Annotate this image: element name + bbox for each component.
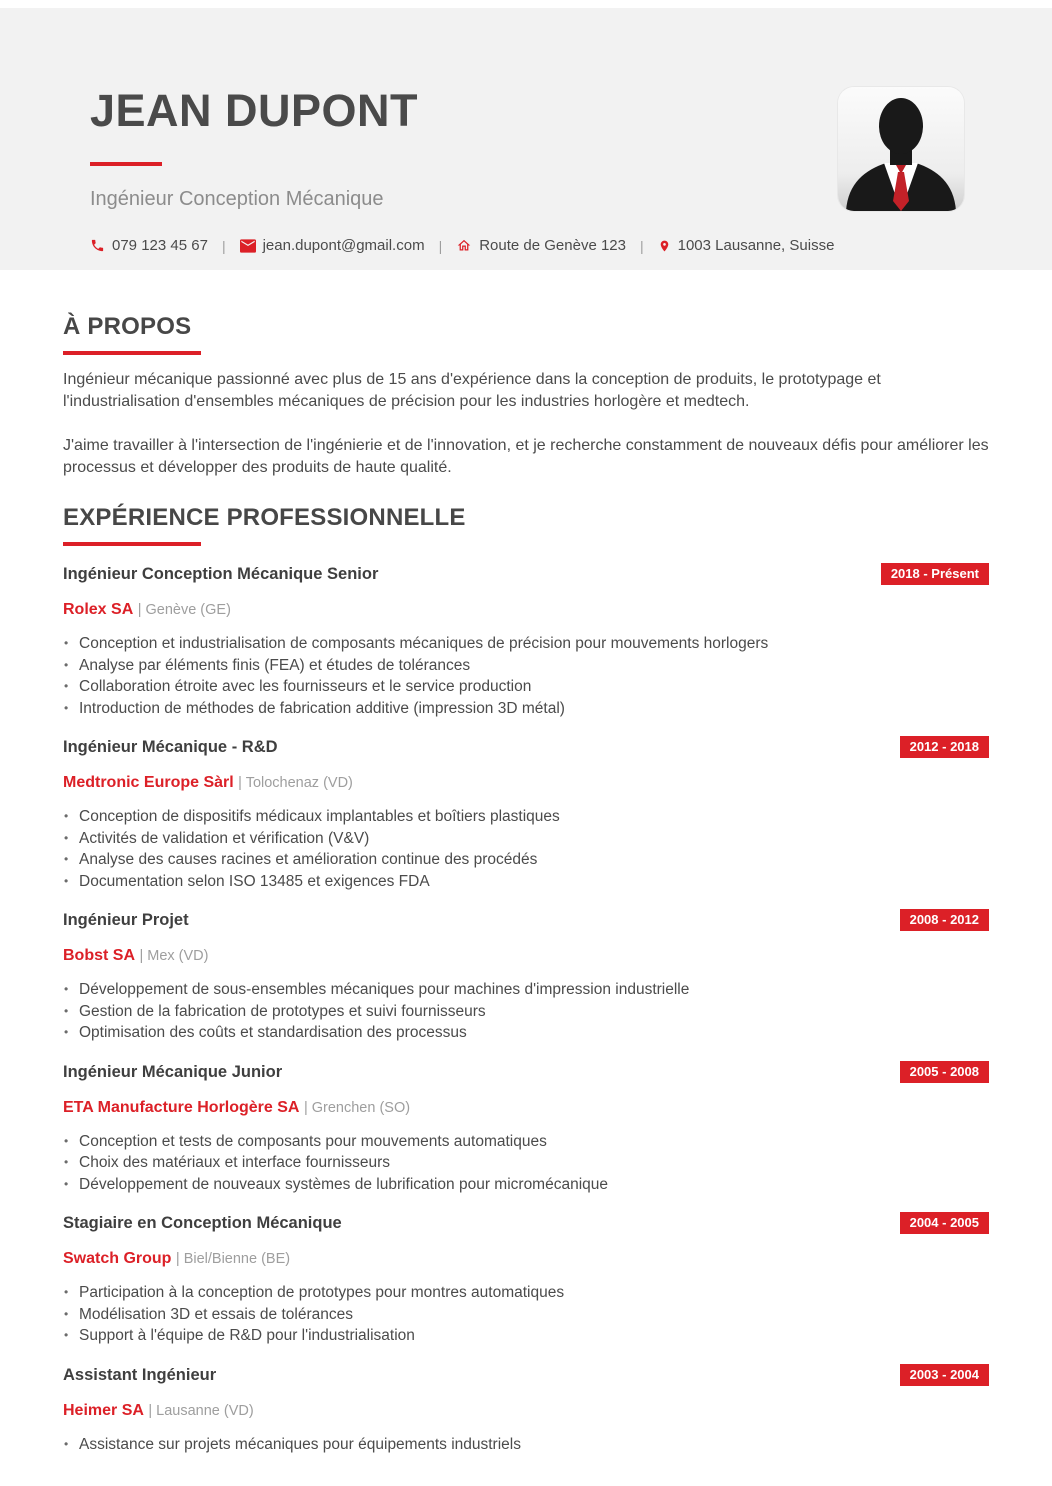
company-name: Heimer SA	[63, 1401, 144, 1419]
job-period-badge: 2003 - 2004	[900, 1364, 989, 1386]
job-period-badge: 2004 - 2005	[900, 1212, 989, 1234]
bullet-item: • Documentation selon ISO 13485 et exigences FDA	[63, 871, 989, 893]
company-name: Swatch Group	[63, 1250, 172, 1267]
job-title: Ingénieur Mécanique Junior	[63, 1062, 283, 1081]
bullet-item: • Développement de sous-ensembles mécaniques pour machines d'impression industrielle	[63, 979, 989, 1001]
candidate-job-title: Ingénieur Conception Mécanique	[90, 188, 384, 210]
job-bullets	[63, 1434, 989, 1456]
bullet-item: • Modélisation 3D et essais de tolérances	[63, 1304, 989, 1326]
company-line	[63, 1249, 989, 1269]
job-header	[63, 1061, 989, 1083]
job-period-badge: 2018 - Présent	[881, 563, 989, 585]
job-header	[63, 736, 989, 758]
contact-separator: |	[639, 237, 644, 254]
job-entry	[63, 909, 989, 1044]
job-entry	[63, 1212, 989, 1347]
bullet-item: • Optimisation des coûts et standardisation des processus	[63, 1022, 989, 1044]
job-bullets	[63, 1131, 989, 1196]
job-header	[63, 909, 989, 931]
job-entry	[63, 563, 989, 719]
avatar	[838, 87, 964, 211]
job-title: Ingénieur Projet	[63, 911, 189, 929]
experience-section	[63, 504, 989, 1455]
company-line	[63, 1098, 989, 1118]
bullet-item: • Participation à la conception de prototypes pour montres automatiques	[63, 1282, 989, 1304]
about-text	[63, 369, 989, 479]
company-name: Medtronic Europe Sàrl	[63, 774, 234, 791]
job-bullets	[63, 633, 989, 719]
company-location: | Tolochenaz (VD)	[238, 775, 353, 791]
contact-phone-text: 079 123 45 67	[112, 237, 208, 254]
name-underline	[90, 162, 162, 166]
about-section	[63, 313, 989, 479]
location-icon	[658, 238, 671, 254]
bullet-item: • Collaboration étroite avec les fournisseurs et le service production	[63, 676, 989, 698]
contact-city	[658, 237, 835, 254]
bullet-item: • Support à l'équipe de R&D pour l'industrialisation	[63, 1325, 989, 1347]
bullet-item: • Analyse par éléments finis (FEA) et études de tolérances	[63, 655, 989, 677]
company-line	[63, 773, 989, 793]
bullet-item: • Conception et tests de composants pour mouvements automatiques	[63, 1131, 989, 1153]
job-entry	[63, 1061, 989, 1196]
company-name: Rolex SA	[63, 601, 134, 618]
bullet-item: • Gestion de la fabrication de prototypes et suivi fournisseurs	[63, 1001, 989, 1023]
contact-email-text: jean.dupont@gmail.com	[262, 237, 425, 254]
job-bullets	[63, 1282, 989, 1347]
job-period-badge: 2005 - 2008	[900, 1061, 989, 1083]
about-paragraph: J'aime travailler à l'intersection de l'ingénierie et de l'innovation, et je recherche constamment de nouveaux défis pour améliorer les processus et développer des produits de haute qualité.	[63, 437, 989, 476]
job-entry	[63, 736, 989, 892]
bullet-item: • Activités de validation et vérification (V&V)	[63, 828, 989, 850]
job-header	[63, 1364, 989, 1386]
bullet-item: • Analyse des causes racines et amélioration continue des procédés	[63, 849, 989, 871]
company-name: ETA Manufacture Horlogère SA	[63, 1098, 300, 1116]
about-section-title: À PROPOS	[63, 313, 192, 340]
bullet-item: • Introduction de méthodes de fabrication additive (impression 3D métal)	[63, 698, 989, 720]
company-location: | Genève (GE)	[137, 602, 231, 618]
candidate-name: JEAN DUPONT	[90, 85, 419, 136]
about-paragraph: Ingénieur mécanique passionné avec plus de 15 ans d'expérience dans la conception de produits, le prototypage et l'industrialisation d'ensembles mécaniques de précision pour les industries horlogère et medtech.	[63, 371, 881, 410]
bullet-item: • Développement de nouveaux systèmes de lubrification pour micromécanique	[63, 1174, 989, 1196]
bullet-item: • Choix des matériaux et interface fournisseurs	[63, 1152, 989, 1174]
job-header	[63, 563, 989, 585]
experience-section-title: EXPÉRIENCE PROFESSIONNELLE	[63, 504, 466, 531]
contact-address-text: Route de Genève 123	[479, 237, 626, 254]
job-bullets	[63, 979, 989, 1044]
contact-separator: |	[221, 237, 226, 254]
bullet-item: • Conception et industrialisation de composants mécaniques de précision pour mouvements horlogers	[63, 633, 989, 655]
home-icon	[456, 238, 472, 253]
phone-icon	[90, 238, 105, 253]
job-period-badge: 2012 - 2018	[900, 736, 989, 758]
cv-body	[0, 313, 1052, 1455]
company-location: | Lausanne (VD)	[148, 1402, 254, 1419]
company-location: | Biel/Bienne (BE)	[175, 1251, 291, 1267]
cv-header	[0, 8, 1052, 270]
bullet-item: • Conception de dispositifs médicaux implantables et boîtiers plastiques	[63, 806, 989, 828]
job-title: Ingénieur Conception Mécanique Senior	[63, 565, 379, 583]
contact-separator: |	[438, 237, 443, 254]
job-entry	[63, 1364, 989, 1456]
bullet-item: • Assistance sur projets mécaniques pour équipements industriels	[63, 1434, 989, 1456]
contact-email	[240, 237, 425, 254]
company-line	[63, 1401, 989, 1421]
company-line	[63, 600, 989, 620]
job-title: Ingénieur Mécanique - R&D	[63, 738, 278, 756]
company-line	[63, 946, 989, 966]
contact-city-text: 1003 Lausanne, Suisse	[677, 237, 835, 254]
company-location: | Grenchen (SO)	[303, 1099, 411, 1116]
company-location: | Mex (VD)	[139, 948, 209, 964]
contact-address	[456, 237, 626, 254]
job-header	[63, 1212, 989, 1234]
contact-phone	[90, 237, 208, 254]
section-underline	[63, 542, 201, 546]
section-underline	[63, 351, 201, 355]
job-title: Assistant Ingénieur	[63, 1365, 217, 1384]
job-title: Stagiaire en Conception Mécanique	[63, 1214, 342, 1232]
company-name: Bobst SA	[63, 947, 135, 964]
email-icon	[240, 239, 256, 253]
job-period-badge: 2008 - 2012	[900, 909, 989, 931]
contact-row	[90, 237, 989, 254]
job-bullets	[63, 806, 989, 892]
